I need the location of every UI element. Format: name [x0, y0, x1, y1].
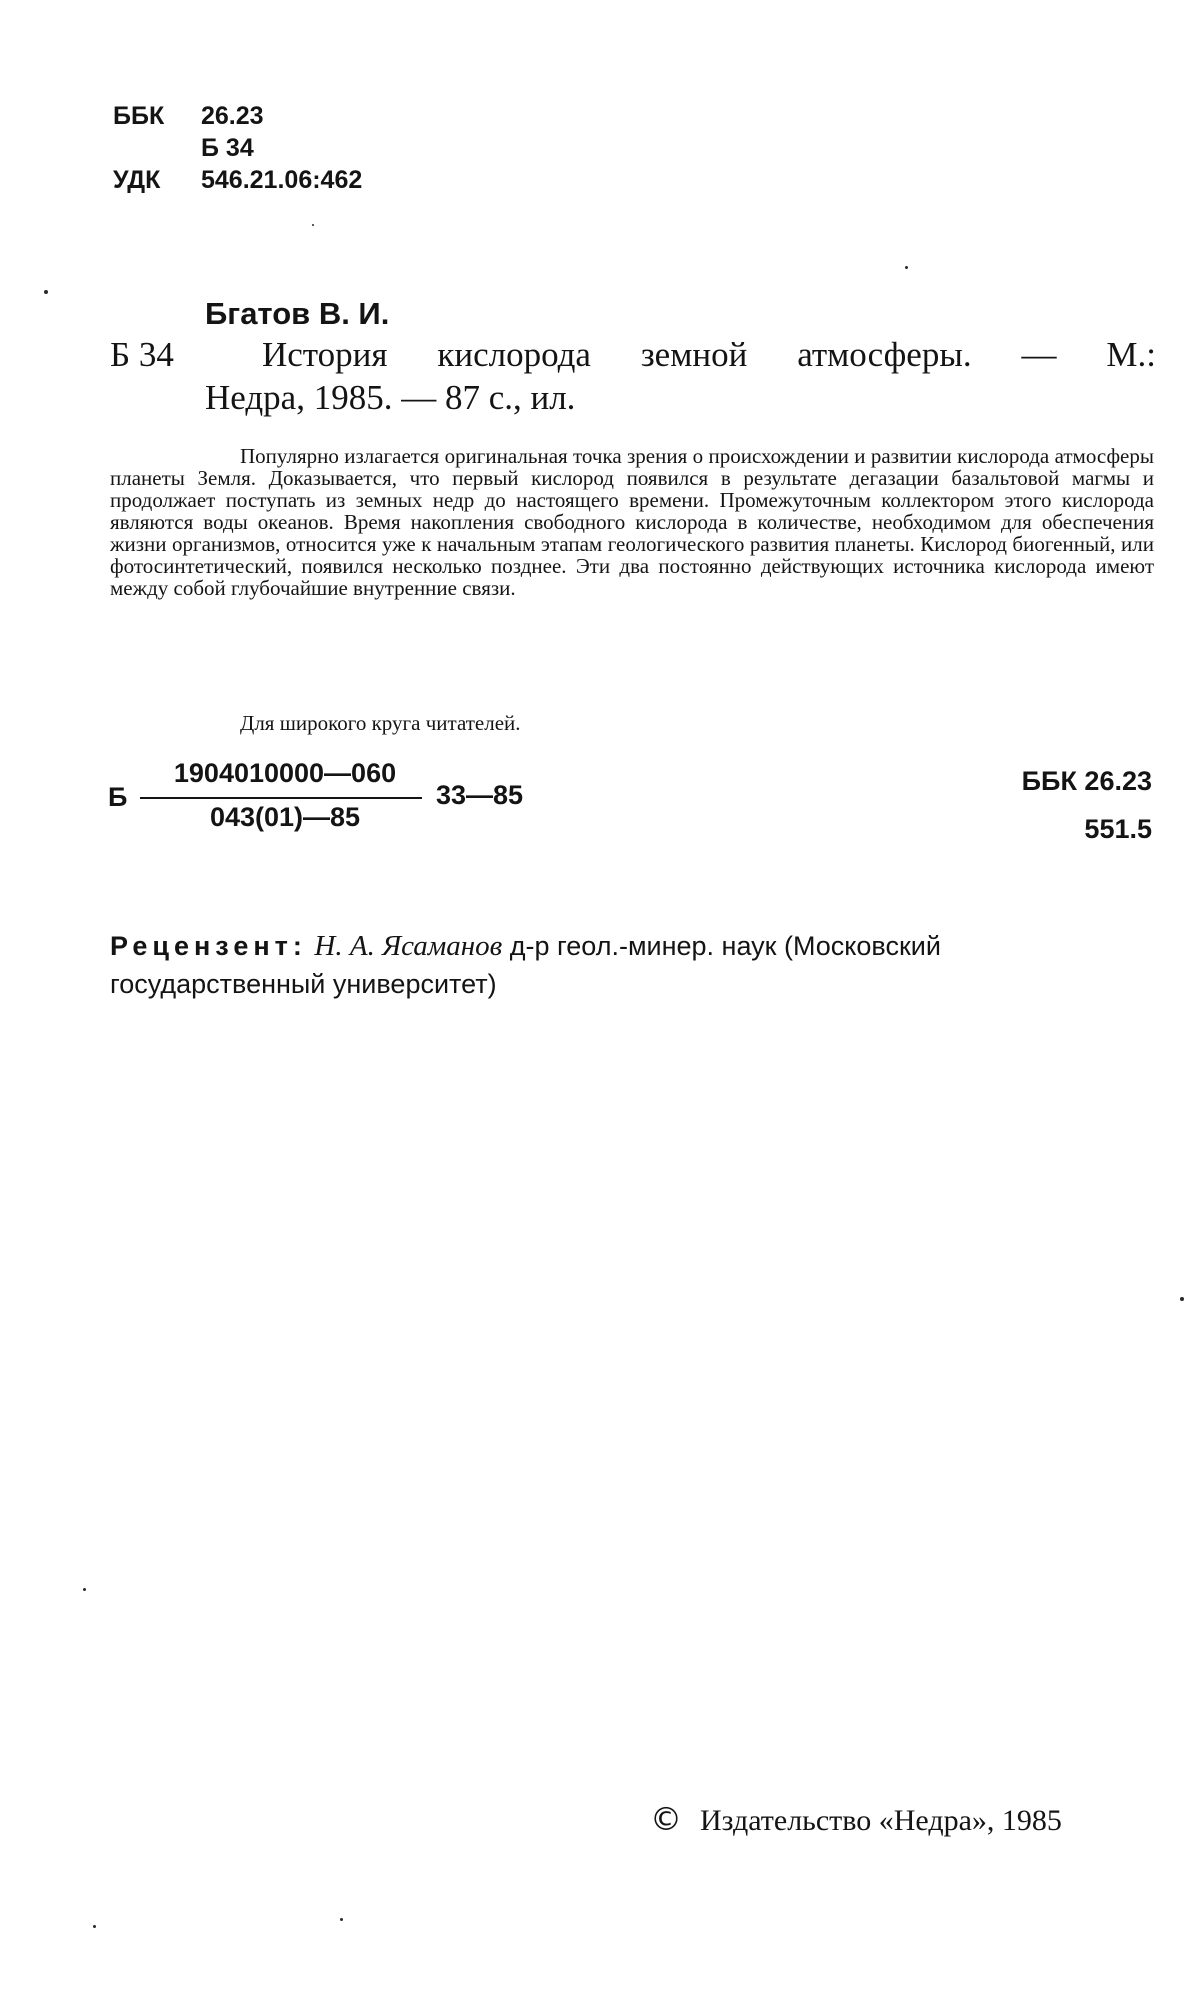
udk-code — [113, 164, 362, 196]
reviewer-details: д-р геол.-минер. наук (Московский государственный университет) — [110, 931, 941, 999]
bbk-label: ББК — [113, 102, 165, 130]
print-speck — [312, 224, 314, 226]
print-speck — [340, 1918, 343, 1921]
print-speck — [83, 1588, 86, 1591]
print-speck — [44, 290, 48, 294]
print-speck — [93, 1925, 96, 1928]
author-cipher: Б 34 — [110, 335, 174, 374]
fraction-rule — [140, 797, 422, 799]
reviewer-line — [110, 927, 1154, 1003]
cipher-code — [113, 132, 362, 164]
reviewer-name: Н. А. Ясаманов — [314, 930, 503, 962]
classification-codes — [113, 100, 362, 196]
index-suffix: 33—85 — [436, 780, 524, 810]
copyright-icon: © — [650, 1800, 682, 1838]
book-title-line-2: Недра, 1985. — 87 с., ил. — [205, 378, 576, 417]
bbk-value: 26.23 — [201, 102, 264, 130]
copyright-text: Издательство «Недра», 1985 — [700, 1804, 1062, 1837]
index-letter: Б — [108, 782, 128, 812]
copyright-line — [650, 1800, 1062, 1838]
cipher-value: Б 34 — [201, 134, 254, 162]
udk-label: УДК — [113, 166, 161, 194]
index-denominator: 043(01)—85 — [209, 802, 361, 832]
annotation-text: Популярно излагается оригинальная точка зрения о происхождении и развитии кислорода атмосферы планеты Земля. Доказывается, что первый кислород появился в результате дегазации базальтовой магмы и продолжает поступать из земных недр до настоящего времени. Промежуточным коллектором этого кислорода являются воды океанов. Время накопления свободного кислорода в количестве, необходимом для обеспечения жизни организмов, относится уже к начальным этапам геологического развития планеты. Кислород биогенный, или фотосинтетический, появился несколько позднее. Эти два постоянно действующих источника кислорода имеют между собой глубочайшие внутренние связи. — [110, 444, 1154, 600]
print-speck — [905, 266, 908, 269]
udc-right-code: 551.5 — [1084, 814, 1152, 844]
bbk-right-code: ББК 26.23 — [1021, 766, 1152, 796]
index-numerator: 1904010000—060 — [173, 758, 397, 788]
print-speck — [1180, 1297, 1184, 1301]
udk-value: 546.21.06:462 — [201, 166, 363, 194]
audience-note: Для широкого круга читателей. — [240, 711, 521, 735]
bbk-code — [113, 100, 362, 132]
reviewer-label: Рецензент: — [110, 931, 307, 961]
author-name: Бгатов В. И. — [205, 296, 390, 331]
bbk-block-right — [1022, 757, 1152, 853]
book-title-line-1: История кислорода земной атмосферы. — М.: — [262, 335, 1156, 374]
